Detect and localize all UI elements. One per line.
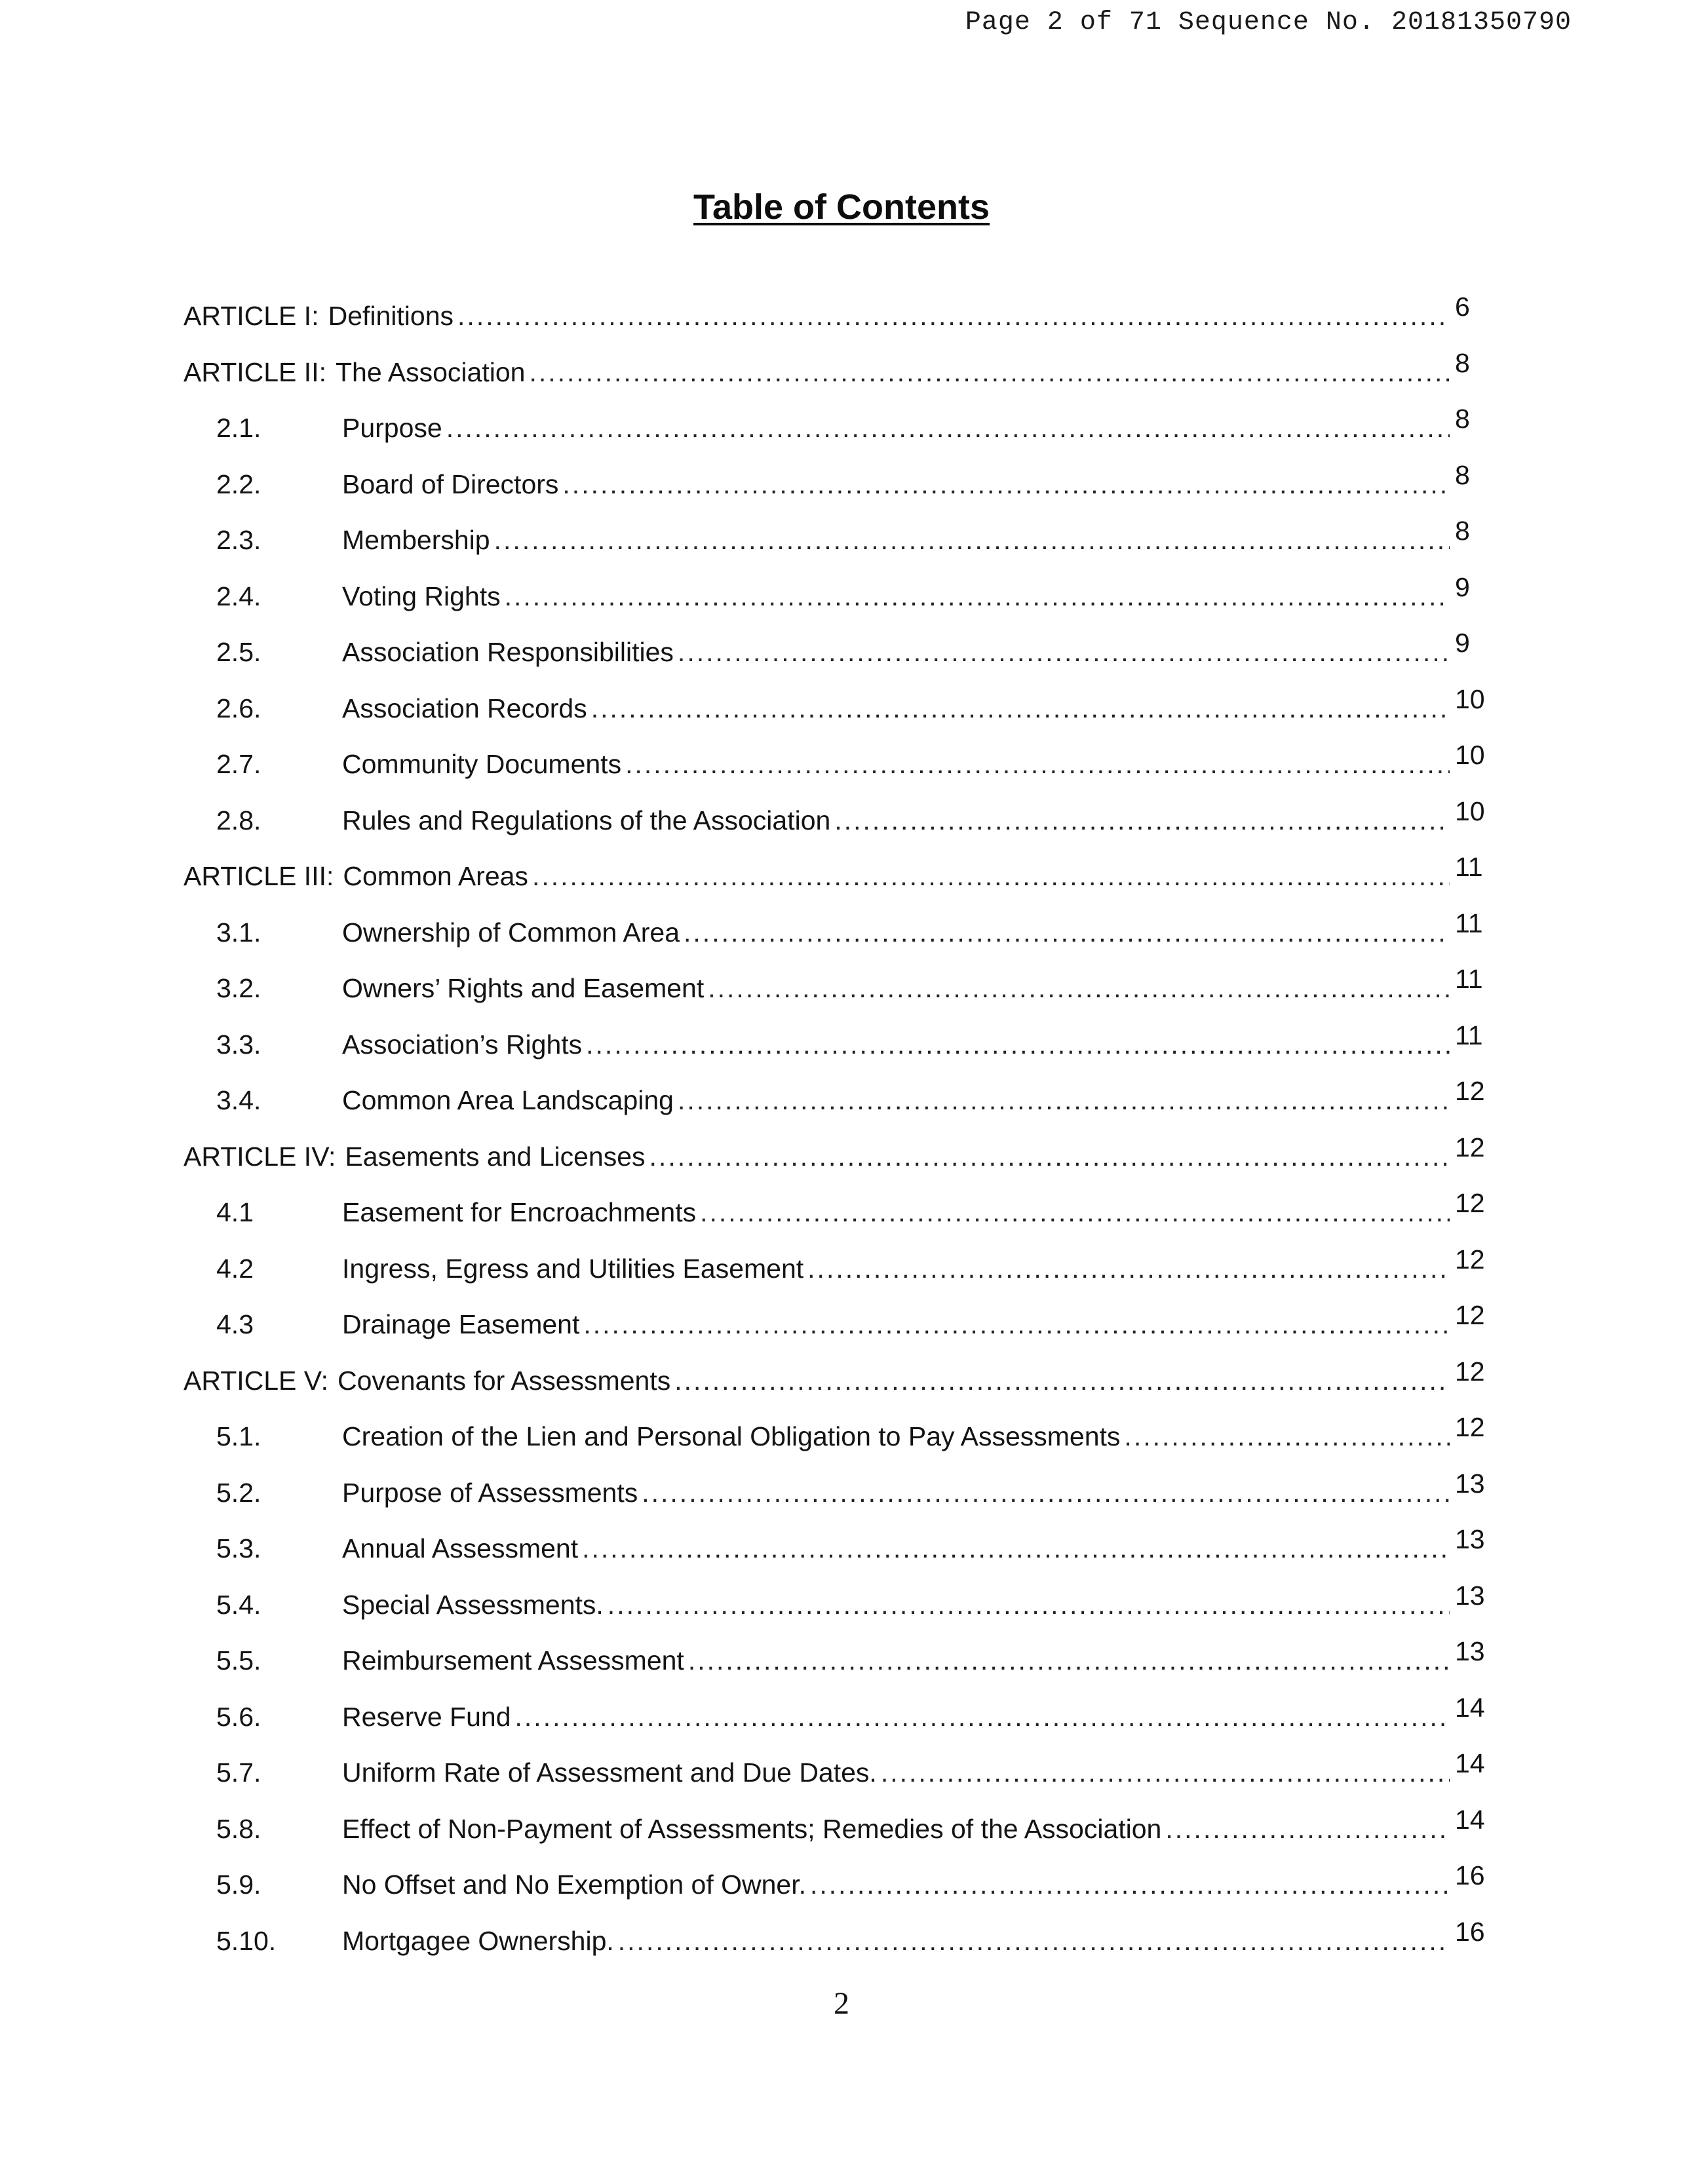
toc-entry-label: Mortgagee Ownership. (342, 1925, 614, 1956)
toc-section-row (184, 569, 1488, 625)
dot-leader (684, 905, 1450, 961)
toc-article-row (184, 1353, 1488, 1409)
toc-article-row (184, 1129, 1488, 1185)
dot-leader (708, 961, 1450, 1017)
toc-entry-label: Effect of Non-Payment of Assessments; Remedies of the Association (342, 1813, 1162, 1844)
toc-entry-page: 8 (1455, 404, 1470, 434)
toc-entry-label: Board of Directors (342, 469, 559, 499)
toc-entry-page: 16 (1455, 1916, 1485, 1947)
dot-leader (583, 1297, 1450, 1353)
toc-entry-number: 5.1. (216, 1421, 261, 1451)
toc-entry-label: Owners’ Rights and Easement (342, 973, 705, 1003)
toc-entry-page: 14 (1455, 1804, 1485, 1835)
toc-entry-label: Easements and Licenses (345, 1141, 646, 1172)
toc-entry-page: 12 (1455, 1188, 1485, 1218)
toc-entry-number: 2.2. (216, 469, 261, 499)
toc-section-row (184, 1185, 1488, 1241)
table-of-contents (184, 288, 1488, 1969)
dot-leader (678, 1073, 1450, 1129)
toc-section-row (184, 1241, 1488, 1297)
toc-entry-number: 2.4. (216, 581, 261, 611)
toc-entry-number: 5.3. (216, 1533, 261, 1563)
toc-entry-label: Covenants for Assessments (338, 1365, 671, 1396)
dot-leader (810, 1857, 1450, 1913)
toc-entry-page: 8 (1455, 459, 1470, 490)
toc-entry-page: 9 (1455, 571, 1470, 602)
toc-entry-label: Ownership of Common Area (342, 917, 680, 948)
toc-entry-page: 11 (1455, 964, 1483, 994)
toc-section-row (184, 737, 1488, 793)
toc-section-row (184, 1633, 1488, 1689)
toc-entry-page: 6 (1455, 292, 1470, 322)
dot-leader (608, 1577, 1450, 1634)
toc-article-row (184, 288, 1488, 345)
toc-section-row (184, 400, 1488, 457)
toc-entry-page: 13 (1455, 1468, 1485, 1499)
toc-section-row (184, 512, 1488, 569)
dot-leader (582, 1521, 1450, 1577)
toc-entry-number: 2.5. (216, 637, 261, 667)
toc-entry-number: ARTICLE III: (184, 861, 334, 891)
toc-entry-number: ARTICLE II: (184, 356, 326, 387)
toc-entry-number: 4.1 (216, 1197, 254, 1227)
toc-section-row (184, 1409, 1488, 1465)
toc-entry-label: Reimbursement Assessment (342, 1645, 684, 1676)
toc-entry-page: 13 (1455, 1580, 1485, 1611)
toc-entry-number: 5.2. (216, 1477, 261, 1508)
toc-entry-page: 16 (1455, 1860, 1485, 1890)
toc-section-row (184, 905, 1488, 961)
toc-entry-page: 9 (1455, 628, 1470, 658)
toc-title: Table of Contents (693, 187, 990, 227)
toc-entry-page: 11 (1455, 908, 1483, 938)
dot-leader (642, 1465, 1450, 1522)
toc-entry-label: Rules and Regulations of the Association (342, 805, 831, 835)
toc-entry-label: Association Responsibilities (342, 637, 674, 667)
dot-leader (834, 793, 1450, 849)
toc-section-row (184, 1689, 1488, 1746)
toc-entry-label: Purpose (342, 413, 442, 443)
toc-section-row (184, 457, 1488, 513)
dot-leader (591, 681, 1450, 737)
dot-leader (586, 1017, 1450, 1073)
dot-leader (649, 1129, 1450, 1185)
toc-entry-page: 13 (1455, 1524, 1485, 1554)
dot-leader (457, 288, 1450, 345)
toc-entry-label: Membership (342, 525, 490, 555)
toc-entry-page: 8 (1455, 516, 1470, 546)
toc-entry-label: Common Areas (343, 861, 528, 891)
toc-section-row (184, 624, 1488, 681)
dot-leader (807, 1241, 1450, 1297)
toc-entry-number: 4.3 (216, 1309, 254, 1339)
toc-section-row (184, 1465, 1488, 1522)
toc-entry-number: ARTICLE V: (184, 1365, 329, 1396)
toc-entry-label: Purpose of Assessments (342, 1477, 638, 1508)
toc-entry-number: 2.6. (216, 693, 261, 723)
toc-entry-number: 2.8. (216, 805, 261, 835)
toc-entry-label: Ingress, Egress and Utilities Easement (342, 1253, 804, 1284)
toc-section-row (184, 961, 1488, 1017)
toc-entry-label: Annual Assessment (342, 1533, 579, 1563)
toc-entry-number: ARTICLE I: (184, 301, 319, 331)
toc-entry-number: 3.3. (216, 1029, 261, 1060)
toc-entry-page: 12 (1455, 1132, 1485, 1162)
dot-leader (618, 1913, 1450, 1970)
dot-leader (494, 512, 1450, 569)
toc-entry-label: Association’s Rights (342, 1029, 583, 1060)
toc-section-row (184, 1297, 1488, 1353)
toc-entry-label: Community Documents (342, 749, 622, 779)
toc-article-row (184, 345, 1488, 401)
toc-entry-number: 3.4. (216, 1085, 261, 1115)
toc-entry-number: 5.8. (216, 1813, 261, 1844)
toc-entry-page: 10 (1455, 740, 1485, 770)
toc-entry-label: Association Records (342, 693, 587, 723)
toc-section-row (184, 681, 1488, 737)
toc-entry-label: Special Assessments. (342, 1589, 604, 1620)
toc-entry-page: 10 (1455, 683, 1485, 714)
toc-section-row (184, 1073, 1488, 1129)
toc-entry-page: 12 (1455, 1076, 1485, 1106)
dot-leader (505, 569, 1450, 625)
dot-leader (700, 1185, 1450, 1241)
toc-entry-page: 11 (1455, 852, 1483, 882)
toc-entry-label: Creation of the Lien and Personal Obligation to Pay Assessments (342, 1421, 1121, 1451)
toc-entry-label: No Offset and No Exemption of Owner. (342, 1869, 806, 1900)
toc-entry-page: 11 (1455, 1020, 1483, 1050)
dot-leader (674, 1353, 1450, 1409)
toc-entry-number: 2.3. (216, 525, 261, 555)
toc-entry-number: 3.2. (216, 973, 261, 1003)
toc-entry-page: 12 (1455, 1356, 1485, 1387)
toc-section-row (184, 1801, 1488, 1858)
toc-entry-label: Common Area Landscaping (342, 1085, 674, 1115)
toc-entry-page: 10 (1455, 795, 1485, 826)
toc-section-row (184, 1521, 1488, 1577)
toc-section-row (184, 1577, 1488, 1634)
page-header: Page 2 of 71 Sequence No. 20181350790 (965, 8, 1572, 37)
dot-leader (678, 624, 1450, 681)
toc-entry-number: 5.10. (216, 1925, 277, 1956)
toc-article-row (184, 849, 1488, 905)
toc-entry-label: Easement for Encroachments (342, 1197, 697, 1227)
toc-entry-label: Definitions (328, 301, 454, 331)
dot-leader (529, 345, 1450, 401)
dot-leader (1124, 1409, 1450, 1465)
page-number: 2 (834, 1986, 849, 2021)
dot-leader (688, 1633, 1450, 1689)
toc-entry-number: 5.6. (216, 1701, 261, 1732)
dot-leader (881, 1745, 1450, 1801)
toc-entry-page: 14 (1455, 1692, 1485, 1723)
toc-section-row (184, 1017, 1488, 1073)
dot-leader (515, 1689, 1450, 1746)
toc-entry-label: The Association (335, 356, 526, 387)
toc-section-row (184, 1857, 1488, 1913)
toc-entry-number: 5.9. (216, 1869, 261, 1900)
toc-entry-page: 12 (1455, 1412, 1485, 1442)
toc-entry-number: 5.7. (216, 1757, 261, 1788)
dot-leader (446, 400, 1450, 457)
toc-entry-number: 2.1. (216, 413, 261, 443)
toc-section-row (184, 1913, 1488, 1970)
dot-leader (532, 849, 1450, 905)
toc-entry-label: Uniform Rate of Assessment and Due Dates. (342, 1757, 877, 1788)
toc-entry-number: 5.4. (216, 1589, 261, 1620)
dot-leader (562, 457, 1450, 513)
toc-entry-number: 3.1. (216, 917, 261, 948)
toc-section-row (184, 793, 1488, 849)
toc-entry-label: Drainage Easement (342, 1309, 580, 1339)
toc-entry-page: 12 (1455, 1300, 1485, 1330)
toc-entry-number: 5.5. (216, 1645, 261, 1676)
toc-entry-number: 2.7. (216, 749, 261, 779)
toc-entry-page: 8 (1455, 347, 1470, 378)
toc-entry-page: 13 (1455, 1636, 1485, 1666)
toc-entry-page: 12 (1455, 1244, 1485, 1274)
dot-leader (1165, 1801, 1450, 1858)
toc-section-row (184, 1745, 1488, 1801)
toc-entry-label: Voting Rights (342, 581, 501, 611)
toc-entry-number: 4.2 (216, 1253, 254, 1284)
toc-entry-label: Reserve Fund (342, 1701, 511, 1732)
toc-entry-page: 14 (1455, 1748, 1485, 1778)
dot-leader (625, 737, 1450, 793)
toc-entry-number: ARTICLE IV: (184, 1141, 336, 1172)
